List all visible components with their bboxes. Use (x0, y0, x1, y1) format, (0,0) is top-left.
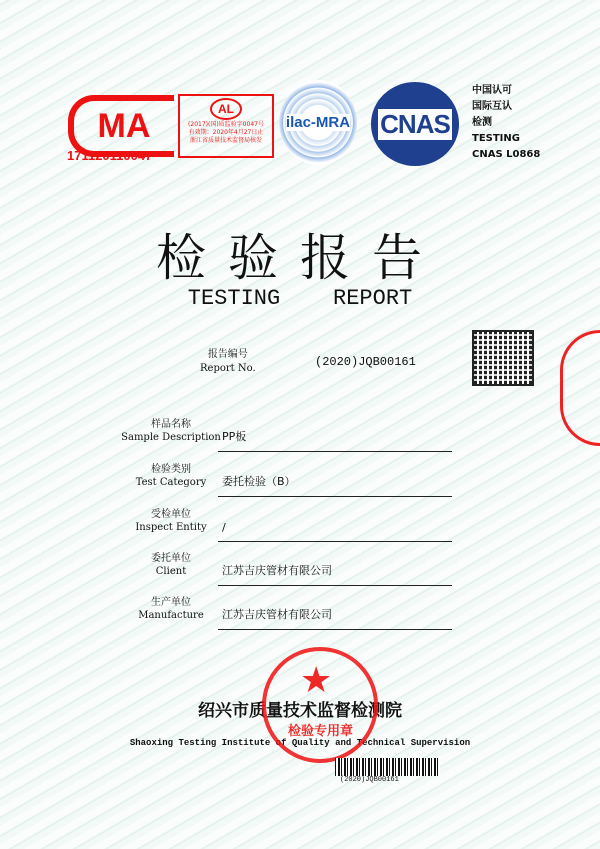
label-cn: 检验类别 (151, 464, 191, 475)
report-subtitle: TESTING REPORT (187, 286, 413, 311)
institute-name-en: Shaoxing Testing Institute of Quality and Technical Supervision (129, 738, 471, 748)
label-cn: 样品名称 (151, 419, 191, 430)
field-value: 江苏吉庆管材有限公司 (222, 608, 332, 621)
caption-line: 国际互认 (472, 101, 512, 112)
label-en: Manufacture (138, 610, 204, 621)
cal-mark: AL (210, 98, 242, 120)
report-title: 检验报告 (156, 229, 444, 287)
institute-name-cn: 绍兴市质量技术监督检测院 (198, 701, 402, 721)
report-no-value: (2020)JQB00161 (315, 355, 416, 369)
qr-code (474, 332, 532, 384)
cma-logo: MA (68, 95, 174, 157)
field-inspect-entity (120, 502, 450, 542)
label-en: Report No. (200, 363, 256, 374)
underline (218, 629, 452, 630)
caption-line: 检测 (472, 117, 492, 128)
seal-stamp-edge (560, 330, 600, 446)
seal-text: 检验专用章 (288, 724, 354, 739)
field-value: / (222, 521, 226, 534)
label-en: Client (155, 566, 187, 577)
label-en: Test Category (135, 477, 207, 488)
cal-line: 有效期：2020年4月27日止 (188, 129, 264, 136)
cma-number: 171120110047 (67, 148, 153, 163)
field-value: 委托检验（B） (222, 475, 296, 488)
cnas-logo: CNAS (371, 82, 459, 166)
ilac-mra-logo: ilac-MRA (279, 80, 357, 165)
underline (218, 541, 452, 542)
label-en: Inspect Entity (135, 522, 207, 533)
underline (218, 451, 452, 452)
caption-line: 中国认可 (472, 85, 512, 96)
caption-line: CNAS L0868 (472, 149, 541, 160)
label-en: Sample Description (121, 432, 221, 443)
underline (218, 585, 452, 586)
underline (218, 496, 452, 497)
field-sample-description (120, 412, 450, 452)
label-cn: 委托单位 (151, 553, 191, 564)
field-manufacture (120, 590, 450, 630)
barcode (335, 758, 440, 776)
label-cn: 生产单位 (151, 597, 191, 608)
caption-line: TESTING (472, 133, 520, 144)
barcode-number: (2020)JQB00161 (340, 776, 399, 784)
cal-logo (178, 94, 274, 158)
field-test-category (120, 457, 450, 497)
cnas-caption (472, 83, 540, 163)
cal-line: 浙江省质量技术监督局核发 (189, 137, 262, 144)
field-value: PP板 (222, 430, 247, 443)
star-icon: ★ (300, 660, 333, 701)
field-client (120, 546, 450, 586)
cal-line: (2017)(国)质监验字0047号 (188, 121, 264, 128)
report-no-label (200, 348, 256, 376)
field-value: 江苏吉庆管材有限公司 (222, 564, 332, 577)
label-cn: 受检单位 (151, 509, 191, 520)
label-cn: 报告编号 (207, 349, 248, 360)
